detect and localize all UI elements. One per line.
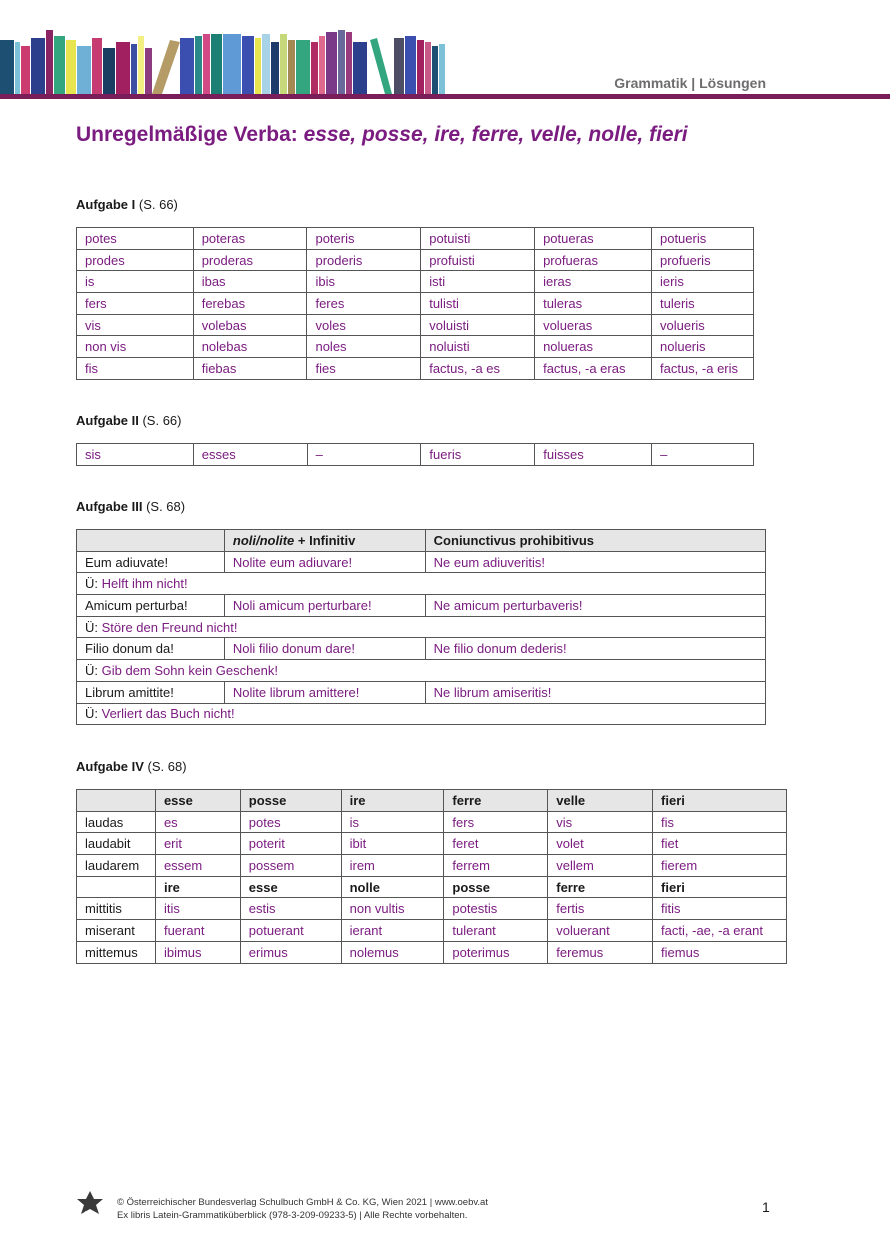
- table-cell: is: [341, 811, 444, 833]
- task-4-table: [76, 789, 787, 964]
- table-cell: potes: [240, 811, 341, 833]
- table-row: [77, 898, 787, 920]
- table-cell: vellem: [548, 855, 653, 877]
- table-cell: profueras: [535, 249, 652, 271]
- table-cell: Ne eum adiuveritis!: [425, 551, 765, 573]
- task-1-heading: Aufgabe I (S. 66): [76, 197, 178, 212]
- task-4-heading: Aufgabe IV (S. 68): [76, 759, 187, 774]
- table-cell: [77, 790, 156, 812]
- table-cell: ierant: [341, 920, 444, 942]
- table-cell: voluerant: [548, 920, 653, 942]
- translation-row: [77, 573, 766, 595]
- table-cell: potueris: [651, 228, 753, 250]
- table-row: [77, 444, 754, 466]
- table-cell: tulerant: [444, 920, 548, 942]
- table-cell: fers: [444, 811, 548, 833]
- task-3-heading: Aufgabe III (S. 68): [76, 499, 186, 514]
- publisher-logo-icon: [76, 1190, 104, 1220]
- copyright-notice: [117, 1196, 488, 1222]
- table-cell: laudabit: [77, 833, 156, 855]
- table-row: [77, 681, 766, 703]
- header-cell-prohibitivus: Coniunctivus prohibitivus: [425, 530, 765, 552]
- table-header-row: [77, 790, 787, 812]
- table-cell: fiet: [653, 833, 787, 855]
- table-cell: potuisti: [421, 228, 535, 250]
- table-cell: feremus: [548, 941, 653, 963]
- table-cell: Nolite eum adiuvare!: [224, 551, 425, 573]
- table-cell: Ne amicum perturbaveris!: [425, 595, 765, 617]
- running-header: [614, 75, 766, 91]
- table-cell: sis: [77, 444, 194, 466]
- table-cell: [77, 876, 156, 898]
- table-row: [77, 833, 787, 855]
- table-cell: ieris: [651, 271, 753, 293]
- table-row: [77, 314, 754, 336]
- header-separator: |: [691, 75, 696, 91]
- table-cell: ire: [341, 790, 444, 812]
- table-cell: mittitis: [77, 898, 156, 920]
- table-cell: feres: [307, 293, 421, 315]
- table-cell: ibit: [341, 833, 444, 855]
- page-number: 1: [762, 1199, 770, 1215]
- table-cell: Filio donum da!: [77, 638, 225, 660]
- table-cell: Noli amicum perturbare!: [224, 595, 425, 617]
- task-3-table: [76, 529, 766, 725]
- title-verbs: esse, posse, ire, ferre, velle, nolle, fieri: [303, 123, 688, 146]
- header-cell-empty: [77, 530, 225, 552]
- task-2-heading: Aufgabe II (S. 66): [76, 413, 182, 428]
- table-cell: ibas: [193, 271, 307, 293]
- table-cell: is: [77, 271, 194, 293]
- table-cell: fers: [77, 293, 194, 315]
- table-cell: es: [155, 811, 240, 833]
- table-row: [77, 811, 787, 833]
- table-row: [77, 941, 787, 963]
- table-header-row: [77, 530, 766, 552]
- table-cell: ibimus: [155, 941, 240, 963]
- svg-text:öbv: öbv: [84, 1211, 96, 1218]
- table-cell: fiemus: [653, 941, 787, 963]
- table-cell: nolueras: [535, 336, 652, 358]
- table-cell: feret: [444, 833, 548, 855]
- table-cell: –: [307, 444, 421, 466]
- table-row: [77, 358, 754, 380]
- table-cell: proderis: [307, 249, 421, 271]
- table-cell: factus, -a es: [421, 358, 535, 380]
- table-cell: prodes: [77, 249, 194, 271]
- table-cell: nolebas: [193, 336, 307, 358]
- table-cell: potuerant: [240, 920, 341, 942]
- translation-row: [77, 660, 766, 682]
- header-subsection: Lösungen: [699, 75, 766, 91]
- table-cell: fis: [77, 358, 194, 380]
- table-cell: volueras: [535, 314, 652, 336]
- table-cell: miserant: [77, 920, 156, 942]
- header-divider: [0, 94, 890, 99]
- table-cell: factus, -a eras: [535, 358, 652, 380]
- table-cell: facti, -ae, -a erant: [653, 920, 787, 942]
- table-cell: posse: [444, 876, 548, 898]
- table-row: [77, 855, 787, 877]
- table-cell: vis: [548, 811, 653, 833]
- table-cell: Ne filio donum dederis!: [425, 638, 765, 660]
- table-cell: vis: [77, 314, 194, 336]
- table-cell: volueris: [651, 314, 753, 336]
- table-row: [77, 551, 766, 573]
- table-cell: fies: [307, 358, 421, 380]
- table-cell: essem: [155, 855, 240, 877]
- table-cell: ferrem: [444, 855, 548, 877]
- translation-cell: Ü: Störe den Freund nicht!: [77, 616, 766, 638]
- table-cell: potes: [77, 228, 194, 250]
- table-cell: potestis: [444, 898, 548, 920]
- table-cell: irem: [341, 855, 444, 877]
- table-cell: ire: [155, 876, 240, 898]
- table-cell: fierem: [653, 855, 787, 877]
- header-cell-noli: noli/nolite + Infinitiv: [224, 530, 425, 552]
- table-cell: voles: [307, 314, 421, 336]
- table-header-row: [77, 876, 787, 898]
- translation-row: [77, 616, 766, 638]
- table-cell: laudarem: [77, 855, 156, 877]
- table-cell: profuisti: [421, 249, 535, 271]
- table-cell: fueris: [421, 444, 535, 466]
- table-cell: fieri: [653, 876, 787, 898]
- table-cell: Eum adiuvate!: [77, 551, 225, 573]
- table-row: [77, 271, 754, 293]
- table-cell: tuleris: [651, 293, 753, 315]
- table-cell: tulisti: [421, 293, 535, 315]
- table-cell: fiebas: [193, 358, 307, 380]
- table-cell: velle: [548, 790, 653, 812]
- translation-cell: Ü: Gib dem Sohn kein Geschenk!: [77, 660, 766, 682]
- table-cell: voluisti: [421, 314, 535, 336]
- table-cell: esse: [240, 876, 341, 898]
- table-cell: estis: [240, 898, 341, 920]
- table-cell: Librum amittite!: [77, 681, 225, 703]
- table-row: [77, 293, 754, 315]
- table-cell: ferre: [548, 876, 653, 898]
- table-cell: fis: [653, 811, 787, 833]
- table-cell: tuleras: [535, 293, 652, 315]
- table-cell: Amicum perturba!: [77, 595, 225, 617]
- table-cell: –: [652, 444, 754, 466]
- table-cell: proderas: [193, 249, 307, 271]
- table-cell: non vultis: [341, 898, 444, 920]
- copyright-line-1: © Österreichischer Bundesverlag Schulbuch GmbH & Co. KG, Wien 2021 | www.oebv.at: [117, 1197, 488, 1208]
- translation-row: [77, 703, 766, 725]
- page-title: Unregelmäßige Verba: esse, posse, ire, ferre, velle, nolle, fieri: [76, 123, 688, 146]
- table-cell: isti: [421, 271, 535, 293]
- table-cell: nolemus: [341, 941, 444, 963]
- table-cell: erimus: [240, 941, 341, 963]
- table-cell: erit: [155, 833, 240, 855]
- copyright-line-2: Ex libris Latein-Grammatiküberblick (978-3-209-09233-5) | Alle Rechte vorbehalten.: [117, 1210, 468, 1221]
- table-cell: poterimus: [444, 941, 548, 963]
- table-cell: profueris: [651, 249, 753, 271]
- table-cell: nolle: [341, 876, 444, 898]
- table-cell: mittemus: [77, 941, 156, 963]
- table-cell: volet: [548, 833, 653, 855]
- table-cell: volebas: [193, 314, 307, 336]
- table-cell: fieri: [653, 790, 787, 812]
- table-cell: fuerant: [155, 920, 240, 942]
- table-row: [77, 336, 754, 358]
- table-cell: fuisses: [535, 444, 652, 466]
- table-cell: nolueris: [651, 336, 753, 358]
- table-row: [77, 920, 787, 942]
- table-cell: non vis: [77, 336, 194, 358]
- table-row: [77, 595, 766, 617]
- table-cell: possem: [240, 855, 341, 877]
- table-cell: itis: [155, 898, 240, 920]
- table-cell: ferre: [444, 790, 548, 812]
- table-cell: Ne librum amiseritis!: [425, 681, 765, 703]
- table-cell: poteras: [193, 228, 307, 250]
- table-cell: noluisti: [421, 336, 535, 358]
- translation-cell: Ü: Verliert das Buch nicht!: [77, 703, 766, 725]
- header-section: Grammatik: [614, 75, 688, 91]
- table-cell: potueras: [535, 228, 652, 250]
- table-cell: ibis: [307, 271, 421, 293]
- table-cell: esses: [193, 444, 307, 466]
- table-cell: ieras: [535, 271, 652, 293]
- task-2-table: [76, 443, 754, 466]
- table-cell: Nolite librum amittere!: [224, 681, 425, 703]
- table-cell: poteris: [307, 228, 421, 250]
- table-cell: esse: [155, 790, 240, 812]
- table-cell: noles: [307, 336, 421, 358]
- table-cell: ferebas: [193, 293, 307, 315]
- translation-cell: Ü: Helft ihm nicht!: [77, 573, 766, 595]
- table-cell: fertis: [548, 898, 653, 920]
- table-cell: Noli filio donum dare!: [224, 638, 425, 660]
- table-cell: factus, -a eris: [651, 358, 753, 380]
- table-row: [77, 249, 754, 271]
- table-cell: poterit: [240, 833, 341, 855]
- table-cell: posse: [240, 790, 341, 812]
- table-cell: fitis: [653, 898, 787, 920]
- table-row: [77, 228, 754, 250]
- task-1-table: [76, 227, 754, 380]
- table-cell: laudas: [77, 811, 156, 833]
- table-row: [77, 638, 766, 660]
